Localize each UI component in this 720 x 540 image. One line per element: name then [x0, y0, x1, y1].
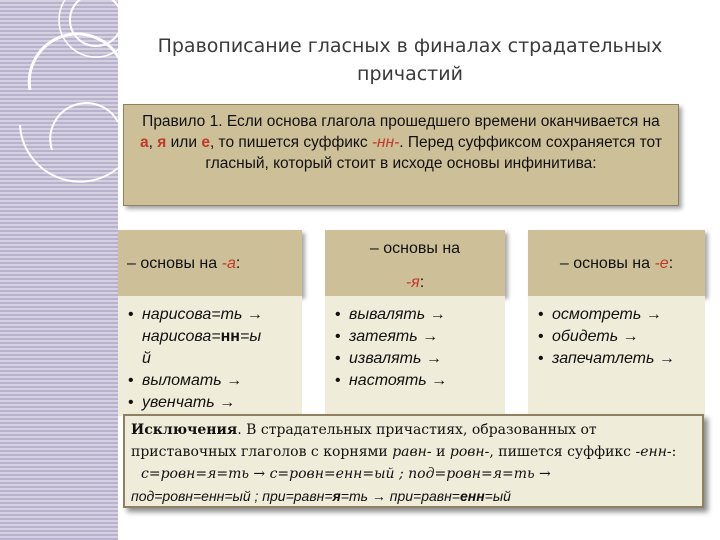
list-item: [335, 304, 501, 326]
exceptions-example-1: с=ровн=я=ть → с=ровн=енн=ый ; под=ровн=я=ть →: [141, 466, 551, 482]
exceptions-text-3: :: [671, 444, 677, 460]
list-item: [128, 392, 298, 414]
column-e-header: [528, 230, 705, 296]
column-a-item-1-line3: й: [142, 350, 151, 367]
column-a-head-colon: :: [235, 255, 241, 272]
list-item: [538, 304, 701, 326]
exceptions-example-2d: енн: [459, 488, 485, 504]
rule-comma: ,: [148, 134, 153, 151]
rule-text-3: . Перед суффиксом сохраняется тот гласный, который стоит в исходе основы инфинитива:: [205, 134, 662, 172]
column-ya-item-1: вывалять →: [349, 306, 446, 323]
rule-text-1: Если основа глагола прошедшего времени оканчивается на: [222, 113, 660, 130]
exceptions-and: и: [431, 444, 450, 460]
circle-ornament: [0, 0, 130, 540]
rule-or: или: [166, 134, 202, 151]
column-e-item-2: обидеть →: [552, 328, 639, 345]
column-ya-body: [325, 296, 505, 416]
list-item: [335, 370, 501, 392]
column-a-item-3: увенчать →: [142, 394, 236, 411]
column-ya-header: [325, 230, 505, 296]
exceptions-text-2: , пишется суффикс: [489, 444, 636, 460]
column-a-item-1-line2a: нарисова=: [142, 328, 221, 345]
column-a-head-prefix: – основы на: [127, 255, 222, 272]
column-e-head-colon: :: [668, 255, 674, 272]
column-a-body: [118, 296, 302, 416]
exceptions-example-2e: =ый: [484, 488, 511, 504]
rule-label: Правило 1.: [142, 113, 223, 130]
rule-letter-a: а: [140, 134, 149, 151]
exceptions-example-2c: =ть → при=равн=: [340, 488, 460, 504]
list-item: [128, 304, 298, 370]
title-line-2: причастий: [357, 63, 463, 85]
rule-suffix: -нн-: [371, 134, 400, 151]
column-e-item-3: запечатлеть →: [552, 350, 675, 367]
exceptions-box: [123, 414, 704, 508]
page-title: [130, 32, 690, 88]
exceptions-example-2a: под=ровн=енн=ый ; при=равн=: [131, 488, 333, 504]
column-e-head-prefix: – основы на: [559, 255, 655, 272]
column-a-item-1-line2c: =ы: [239, 328, 262, 345]
list-item: [335, 348, 501, 370]
exceptions-root-2: ровн-: [449, 444, 490, 460]
list-item: [128, 370, 298, 392]
column-a-item-2: выломать →: [142, 372, 243, 389]
column-ya-item-4: настоять →: [349, 372, 448, 389]
exceptions-root-1: равн-: [392, 444, 432, 460]
rule-letter-e: е: [201, 134, 210, 151]
column-a-header: [118, 230, 302, 296]
column-e-item-1: осмотреть →: [552, 306, 662, 323]
list-item: [538, 348, 701, 370]
column-a-item-1-line2b: нн: [220, 328, 240, 345]
column-ya-head-letter: -я: [405, 274, 420, 291]
rule-text-2: , то пишется суффикс: [209, 134, 372, 151]
column-ya-head-colon: :: [419, 274, 425, 291]
column-e-head-letter: -е: [654, 255, 669, 272]
title-line-1: Правописание гласных в финалах страдательных: [157, 35, 663, 57]
column-a-head-letter: -а: [221, 255, 236, 272]
rule-letter-ya: я: [157, 134, 167, 151]
list-item: [538, 326, 701, 348]
exceptions-text-1: . В страдательных причастиях, образованных от приставочных глаголов с корнями: [131, 422, 597, 460]
exceptions-example-2b: я: [332, 488, 341, 504]
exceptions-label: Исключения: [131, 422, 238, 438]
column-ya-item-3: извалять →: [349, 350, 442, 367]
column-ya-item-2: затеять →: [349, 328, 439, 345]
exceptions-suffix: -енн-: [635, 444, 672, 460]
column-a-item-1: нарисова=ть →: [142, 306, 263, 323]
column-ya-head-line1: – основы на: [369, 240, 461, 257]
rule-box: [123, 104, 679, 206]
list-item: [335, 326, 501, 348]
column-e-body: [528, 296, 705, 416]
